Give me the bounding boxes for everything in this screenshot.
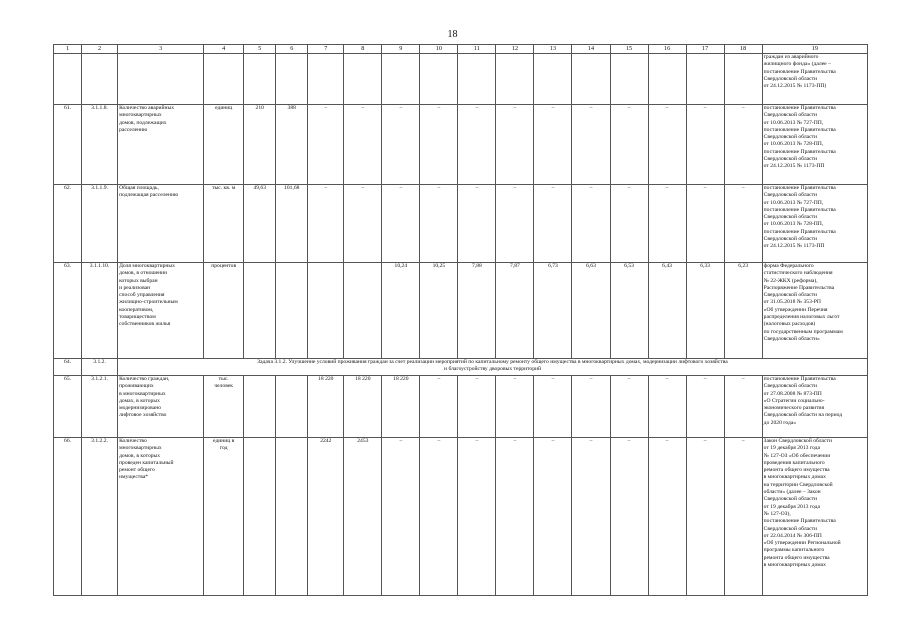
row-code: 3.1.1.10. (82, 263, 118, 359)
indicator-title: Количество многоквартирных домов, в которых проведен капитальный ремонт общего имущества* (118, 438, 204, 596)
value-cell: – (496, 185, 534, 263)
value-cell: 18 220 (344, 376, 382, 438)
value-cell: – (724, 438, 762, 596)
value-cell: – (648, 376, 686, 438)
notes-cell: постановление Правительства Свердловской области от 27.08.2008 № 873-ПП «О Стратегии социально- экономического развития Свердловской области на период до 2020 года» (762, 376, 867, 438)
row-number: 64. (54, 359, 82, 376)
value-cell: – (610, 376, 648, 438)
value-cell: – (572, 105, 610, 185)
empty-cell (458, 54, 496, 105)
value-cell: – (648, 438, 686, 596)
empty-cell (204, 54, 244, 105)
empty-cell (534, 54, 572, 105)
value-cell: – (572, 185, 610, 263)
value-cell: 7,87 (496, 263, 534, 359)
row-code: 3.1.2.2. (82, 438, 118, 596)
table-row (54, 438, 868, 596)
value-cell: – (420, 438, 458, 596)
unit-cell: тыс. человек (204, 376, 244, 438)
empty-cell (572, 54, 610, 105)
row-number: 62. (54, 185, 82, 263)
value-cell: – (496, 438, 534, 596)
column-header: 6 (276, 45, 308, 54)
unit-cell: единиц (204, 105, 244, 185)
value-cell: – (534, 438, 572, 596)
empty-cell (724, 54, 762, 105)
empty-cell (82, 54, 118, 105)
column-header: 9 (382, 45, 420, 54)
empty-cell (610, 54, 648, 105)
value-cell: 2242 (308, 438, 344, 596)
value-cell: – (458, 185, 496, 263)
row-number: 66. (54, 438, 82, 596)
notes-cell: постановление Правительства Свердловской области от 10.06.2013 № 727-ПП, постановление Правительства Свердловской области от 10.06.2013 № 728-ПП, постановление Правительства Свердловской области от 24.12.2015 № 1173-ПП (762, 185, 867, 263)
notes-cell: граждан из аварийного жилищного фонда» (далее – постановление Правительства Свердловской области от 24.12.2015 № 1173-ПП) (762, 54, 867, 105)
value-cell: – (382, 105, 420, 185)
column-header: 10 (420, 45, 458, 54)
value-cell: – (308, 185, 344, 263)
row-number: 61. (54, 105, 82, 185)
column-header: 7 (308, 45, 344, 54)
value-cell (244, 376, 276, 438)
indicator-title: Количество граждан, проживающих в многоквартирных домах, в которых модернизировано лифтовое хозяйство (118, 376, 204, 438)
value-cell: – (420, 105, 458, 185)
task-text: Задача 3.1.2. Улучшение условий проживания граждан за счет реализации мероприятий по капитальному ремонту общего имущества в многоквартирных домах, модернизации лифтового хозяйства и благоустройству дворовых территорий (118, 359, 868, 376)
indicator-title: Общая площадь, подлежащая расселению (118, 185, 204, 263)
column-header: 19 (762, 45, 867, 54)
row-number: 63. (54, 263, 82, 359)
value-cell: 101,68 (276, 185, 308, 263)
column-header: 13 (534, 45, 572, 54)
empty-cell (54, 54, 82, 105)
value-cell: – (686, 376, 724, 438)
empty-cell (276, 54, 308, 105)
value-cell: – (458, 376, 496, 438)
value-cell: 10,24 (382, 263, 420, 359)
value-cell: – (572, 438, 610, 596)
value-cell: 6,23 (724, 263, 762, 359)
value-cell: 210 (244, 105, 276, 185)
value-cell (276, 376, 308, 438)
value-cell: – (686, 185, 724, 263)
empty-cell (648, 54, 686, 105)
table-row (54, 376, 868, 438)
value-cell: 6,63 (572, 263, 610, 359)
value-cell: – (648, 185, 686, 263)
value-cell: – (724, 105, 762, 185)
value-cell (244, 263, 276, 359)
value-cell: – (344, 185, 382, 263)
indicator-title: Доля многоквартирных домов, в отношении которых выбран и реализован способ управления жилищно-строительным кооперативом, товариществом собственников жилья (118, 263, 204, 359)
column-header: 11 (458, 45, 496, 54)
value-cell: 6,53 (610, 263, 648, 359)
empty-cell (382, 54, 420, 105)
empty-cell (496, 54, 534, 105)
value-cell: 6,33 (686, 263, 724, 359)
value-cell: 10,25 (420, 263, 458, 359)
row-number: 65. (54, 376, 82, 438)
value-cell: 18 220 (308, 376, 344, 438)
empty-cell (308, 54, 344, 105)
value-cell: – (382, 438, 420, 596)
value-cell: – (420, 376, 458, 438)
column-header: 4 (204, 45, 244, 54)
value-cell (244, 438, 276, 596)
value-cell (308, 263, 344, 359)
unit-cell: процентов (204, 263, 244, 359)
column-header: 1 (54, 45, 82, 54)
value-cell: – (308, 105, 344, 185)
empty-cell (244, 54, 276, 105)
value-cell: – (458, 438, 496, 596)
value-cell: – (610, 438, 648, 596)
value-cell: 7,88 (458, 263, 496, 359)
value-cell: – (458, 105, 496, 185)
value-cell: 49,63 (244, 185, 276, 263)
column-header: 12 (496, 45, 534, 54)
value-cell: 6,73 (534, 263, 572, 359)
unit-cell: тыс. кв. м (204, 185, 244, 263)
row-code: 3.1.2. (82, 359, 118, 376)
notes-cell: форма Федерального статистического наблюдения № 22-ЖКХ (реформа), Распоряжение Правительства Свердловской области от 31.05.2018 № 353-РП «Об утверждении Перечня распределения налоговых льгот (налоговых расходов) по государственным программам Свердловской области» (762, 263, 867, 359)
page-number: 18 (447, 29, 458, 40)
value-cell: 388 (276, 105, 308, 185)
value-cell: – (534, 185, 572, 263)
header-row (54, 45, 868, 54)
value-cell: – (610, 185, 648, 263)
value-cell: – (724, 185, 762, 263)
row-code: 3.1.1.9. (82, 185, 118, 263)
empty-cell (118, 54, 204, 105)
table-row (54, 263, 868, 359)
task-row (54, 359, 868, 376)
column-header: 3 (118, 45, 204, 54)
empty-cell (686, 54, 724, 105)
table-row (54, 185, 868, 263)
notes-cell: постановление Правительства Свердловской области от 10.06.2013 № 727-ПП, постановление Правительства Свердловской области от 10.06.2013 № 728-ПП, постановление Правительства Свердловской области от 24.12.2015 № 1173-ПП (762, 105, 867, 185)
value-cell (276, 263, 308, 359)
column-header: 8 (344, 45, 382, 54)
value-cell: – (648, 105, 686, 185)
table-row (54, 105, 868, 185)
value-cell: – (420, 185, 458, 263)
value-cell: – (496, 376, 534, 438)
column-header: 17 (686, 45, 724, 54)
row-code: 3.1.2.1. (82, 376, 118, 438)
value-cell: – (496, 105, 534, 185)
value-cell: – (724, 376, 762, 438)
unit-cell: единиц в год (204, 438, 244, 596)
value-cell (276, 438, 308, 596)
value-cell: – (686, 105, 724, 185)
value-cell: – (534, 376, 572, 438)
value-cell (344, 263, 382, 359)
value-cell: – (382, 185, 420, 263)
value-cell: – (686, 438, 724, 596)
row-code: 3.1.1.8. (82, 105, 118, 185)
value-cell: 2453 (344, 438, 382, 596)
empty-cell (344, 54, 382, 105)
value-cell: – (572, 376, 610, 438)
indicators-table (53, 44, 868, 596)
notes-cell: Закон Свердловской области от 19 декабря 2013 года № 127-ОЗ «Об обеспечении проведения капитального ремонта общего имущества в многоквартирных домах на территории Свердловской области» (далее – Закон Свердловской области от 19 декабря 2013 года № 127-ОЗ), постановление Правительства Свердловской области от 22.04.2014 № 306-ПП «Об утверждении Региональной программы капитального ремонта общего имущества в многоквартирных домах (762, 438, 867, 596)
column-header: 2 (82, 45, 118, 54)
column-header: 5 (244, 45, 276, 54)
column-header: 14 (572, 45, 610, 54)
continuation-row (54, 54, 868, 105)
value-cell: – (344, 105, 382, 185)
value-cell: 18 220 (382, 376, 420, 438)
value-cell: 6,43 (648, 263, 686, 359)
value-cell: – (610, 105, 648, 185)
empty-cell (420, 54, 458, 105)
value-cell: – (534, 105, 572, 185)
column-header: 18 (724, 45, 762, 54)
indicator-title: Количество аварийных многоквартирных домов, подлежащих расселению (118, 105, 204, 185)
column-header: 16 (648, 45, 686, 54)
column-header: 15 (610, 45, 648, 54)
